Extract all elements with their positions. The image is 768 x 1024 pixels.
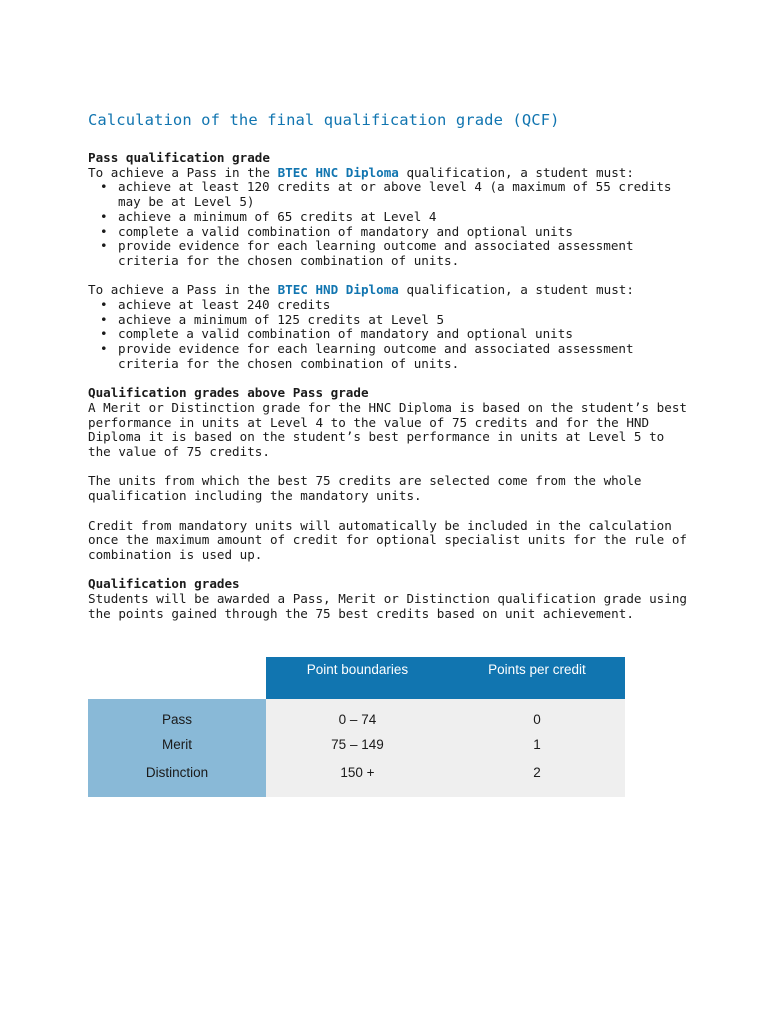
table-header-row (88, 657, 625, 699)
hnd-name: BTEC HND Diploma (277, 282, 399, 298)
above-pass-paragraph-1: A Merit or Distinction grade for the HNC Diploma is based on the student’s best performance in units at Level 4 to the value of 75 credits and for the HND Diploma it is based on the student’s best performance in units at Level 5 to the value of 75 credits. (88, 399, 687, 460)
point-boundaries-cell: 75 – 149 (266, 732, 449, 759)
hnc-name: BTEC HNC Diploma (277, 164, 399, 180)
table-row (88, 699, 625, 732)
above-pass-heading: Qualification grades above Pass grade (88, 385, 369, 401)
list-item: • achieve at least 240 credits (100, 298, 688, 313)
grade-points-table (88, 657, 625, 797)
point-boundaries-cell: 150 + (266, 759, 449, 797)
hnc-requirements-list (88, 180, 688, 268)
table-header-cell: Point boundaries (266, 657, 449, 699)
list-item: • complete a valid combination of mandatory and optional units (100, 327, 688, 342)
points-per-credit-cell: 0 (449, 699, 625, 732)
list-item: • achieve a minimum of 65 credits at Level 4 (100, 210, 688, 225)
list-item: • achieve at least 120 credits at or above level 4 (a maximum of 55 credits may be at Level 5) (100, 180, 688, 209)
hnd-requirements-list (88, 298, 688, 372)
hnc-intro-text: To achieve a Pass in the (88, 164, 278, 180)
list-item: • achieve a minimum of 125 credits at Level 5 (100, 313, 688, 328)
point-boundaries-cell: 0 – 74 (266, 699, 449, 732)
list-item: • provide evidence for each learning outcome and associated assessment criteria for the chosen combination of units. (100, 239, 688, 268)
above-pass-paragraph-2: The units from which the best 75 credits are selected come from the whole qualification including the mandatory units. (88, 473, 642, 504)
above-pass-paragraph-3: Credit from mandatory units will automatically be included in the calculation once the maximum amount of credit for optional specialist units for the rule of combination is used up. (88, 517, 687, 562)
points-per-credit-cell: 1 (449, 732, 625, 759)
points-per-credit-cell: 2 (449, 759, 625, 797)
grade-label: Merit (88, 732, 266, 759)
qualification-grades-paragraph: Students will be awarded a Pass, Merit or Distinction qualification grade using the points gained through the 75 best credits based on unit achievement. (88, 591, 687, 621)
hnc-intro (88, 166, 688, 181)
hnd-intro-tail: qualification, a student must: (398, 282, 634, 298)
hnd-intro-text: To achieve a Pass in the (88, 282, 278, 298)
list-item: • provide evidence for each learning outcome and associated assessment criteria for the chosen combination of units. (100, 342, 688, 371)
page-title: Calculation of the final qualification grade (QCF) (88, 111, 560, 129)
hnc-intro-tail: qualification, a student must: (398, 164, 634, 180)
grade-label: Distinction (88, 759, 266, 797)
hnd-intro (88, 283, 688, 298)
list-item: • complete a valid combination of mandatory and optional units (100, 225, 688, 240)
table-row (88, 759, 625, 797)
table-header-blank (88, 657, 266, 699)
table-header-cell: Points per credit (449, 657, 625, 699)
document-body (88, 110, 688, 621)
grade-label: Pass (88, 699, 266, 732)
table-row (88, 732, 625, 759)
qualification-grades-heading: Qualification grades (88, 576, 240, 592)
pass-grade-heading: Pass qualification grade (88, 150, 270, 165)
